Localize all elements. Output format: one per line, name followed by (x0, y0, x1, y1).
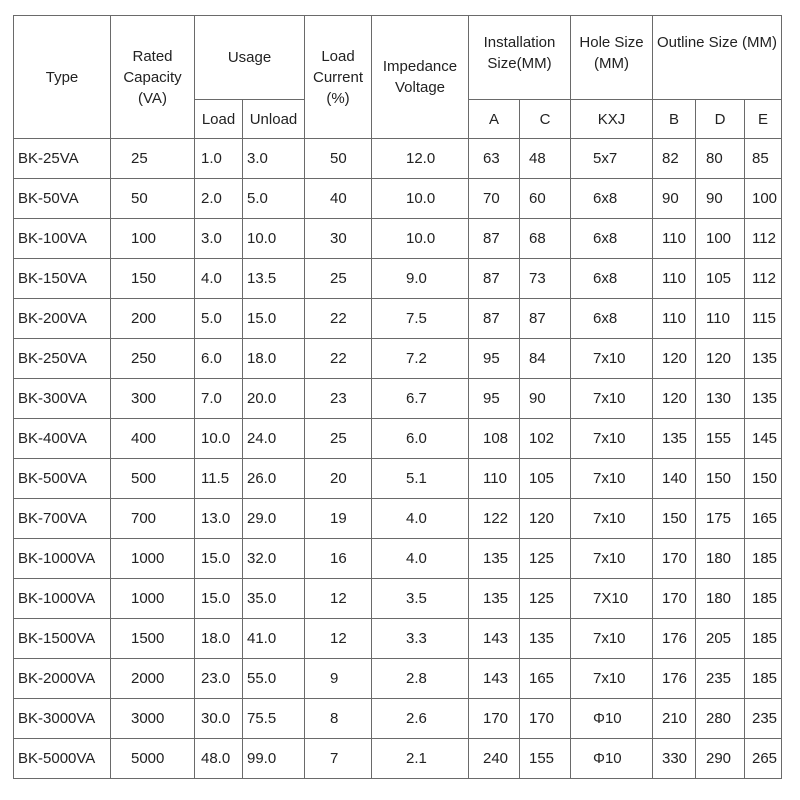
install-a-cell: 143 (469, 619, 520, 659)
outline-e-cell: 135 (745, 379, 782, 419)
outline-d-cell: 290 (696, 739, 745, 779)
header-impedance-voltage: Impedance Voltage (372, 16, 469, 139)
type-cell: BK-300VA (14, 379, 111, 419)
outline-e-cell: 150 (745, 459, 782, 499)
table-row (14, 139, 782, 179)
impedance-voltage-cell: 7.5 (372, 299, 469, 339)
table-row (14, 459, 782, 499)
table-row (14, 579, 782, 619)
header-type: Type (14, 16, 111, 139)
header-rated-capacity: Rated Capacity (VA) (111, 16, 195, 139)
table-row (14, 339, 782, 379)
install-a-cell: 87 (469, 219, 520, 259)
usage-load-cell: 23.0 (195, 659, 243, 699)
install-a-cell: 170 (469, 699, 520, 739)
install-c-cell: 125 (520, 579, 571, 619)
header-usage: Usage (195, 16, 305, 100)
install-a-cell: 95 (469, 339, 520, 379)
rated-capacity-cell: 5000 (111, 739, 195, 779)
rated-capacity-cell: 2000 (111, 659, 195, 699)
outline-d-cell: 235 (696, 659, 745, 699)
usage-unload-cell: 35.0 (243, 579, 305, 619)
outline-d-cell: 280 (696, 699, 745, 739)
header-outline-b: B (653, 100, 696, 139)
usage-load-cell: 30.0 (195, 699, 243, 739)
install-c-cell: 125 (520, 539, 571, 579)
usage-load-cell: 5.0 (195, 299, 243, 339)
outline-b-cell: 170 (653, 579, 696, 619)
usage-unload-cell: 15.0 (243, 299, 305, 339)
outline-e-cell: 112 (745, 259, 782, 299)
impedance-voltage-cell: 9.0 (372, 259, 469, 299)
outline-b-cell: 120 (653, 339, 696, 379)
rated-capacity-cell: 700 (111, 499, 195, 539)
header-hole-kxj: KXJ (571, 100, 653, 139)
load-current-cell: 30 (305, 219, 372, 259)
usage-unload-cell: 29.0 (243, 499, 305, 539)
load-current-cell: 40 (305, 179, 372, 219)
outline-d-cell: 175 (696, 499, 745, 539)
usage-load-cell: 2.0 (195, 179, 243, 219)
hole-size-cell: 6x8 (571, 259, 653, 299)
load-current-cell: 9 (305, 659, 372, 699)
outline-d-cell: 155 (696, 419, 745, 459)
outline-d-cell: 150 (696, 459, 745, 499)
usage-unload-cell: 32.0 (243, 539, 305, 579)
rated-capacity-cell: 1500 (111, 619, 195, 659)
install-c-cell: 73 (520, 259, 571, 299)
outline-e-cell: 135 (745, 339, 782, 379)
usage-unload-cell: 3.0 (243, 139, 305, 179)
table-row (14, 259, 782, 299)
install-a-cell: 108 (469, 419, 520, 459)
load-current-cell: 19 (305, 499, 372, 539)
hole-size-cell: Φ10 (571, 739, 653, 779)
header-install-a: A (469, 100, 520, 139)
outline-d-cell: 130 (696, 379, 745, 419)
impedance-voltage-cell: 10.0 (372, 219, 469, 259)
outline-e-cell: 115 (745, 299, 782, 339)
hole-size-cell: 7x10 (571, 379, 653, 419)
table-row (14, 499, 782, 539)
type-cell: BK-5000VA (14, 739, 111, 779)
outline-d-cell: 120 (696, 339, 745, 379)
header-usage-unload: Unload (243, 100, 305, 139)
outline-b-cell: 140 (653, 459, 696, 499)
rated-capacity-cell: 50 (111, 179, 195, 219)
hole-size-cell: 7x10 (571, 419, 653, 459)
outline-d-cell: 100 (696, 219, 745, 259)
outline-d-cell: 80 (696, 139, 745, 179)
impedance-voltage-cell: 6.0 (372, 419, 469, 459)
impedance-voltage-cell: 6.7 (372, 379, 469, 419)
type-cell: BK-100VA (14, 219, 111, 259)
table-row (14, 419, 782, 459)
outline-d-cell: 180 (696, 579, 745, 619)
outline-b-cell: 110 (653, 299, 696, 339)
outline-b-cell: 176 (653, 619, 696, 659)
outline-e-cell: 185 (745, 579, 782, 619)
usage-load-cell: 11.5 (195, 459, 243, 499)
header-outline-d: D (696, 100, 745, 139)
outline-b-cell: 120 (653, 379, 696, 419)
usage-load-cell: 10.0 (195, 419, 243, 459)
outline-e-cell: 185 (745, 659, 782, 699)
hole-size-cell: 6x8 (571, 219, 653, 259)
load-current-cell: 8 (305, 699, 372, 739)
install-c-cell: 84 (520, 339, 571, 379)
install-a-cell: 87 (469, 299, 520, 339)
impedance-voltage-cell: 2.8 (372, 659, 469, 699)
load-current-cell: 50 (305, 139, 372, 179)
load-current-cell: 23 (305, 379, 372, 419)
type-cell: BK-400VA (14, 419, 111, 459)
usage-unload-cell: 24.0 (243, 419, 305, 459)
type-cell: BK-700VA (14, 499, 111, 539)
rated-capacity-cell: 400 (111, 419, 195, 459)
type-cell: BK-1000VA (14, 539, 111, 579)
usage-load-cell: 4.0 (195, 259, 243, 299)
outline-b-cell: 210 (653, 699, 696, 739)
outline-b-cell: 135 (653, 419, 696, 459)
usage-unload-cell: 5.0 (243, 179, 305, 219)
install-c-cell: 120 (520, 499, 571, 539)
outline-b-cell: 170 (653, 539, 696, 579)
install-c-cell: 90 (520, 379, 571, 419)
usage-unload-cell: 99.0 (243, 739, 305, 779)
impedance-voltage-cell: 2.6 (372, 699, 469, 739)
table-row (14, 299, 782, 339)
header-load-current: Load Current (%) (305, 16, 372, 139)
usage-load-cell: 15.0 (195, 579, 243, 619)
load-current-cell: 16 (305, 539, 372, 579)
install-a-cell: 135 (469, 539, 520, 579)
hole-size-cell: 7x10 (571, 539, 653, 579)
type-cell: BK-50VA (14, 179, 111, 219)
rated-capacity-cell: 1000 (111, 579, 195, 619)
install-a-cell: 122 (469, 499, 520, 539)
usage-unload-cell: 26.0 (243, 459, 305, 499)
header-installation-size: Installation Size(MM) (469, 16, 571, 100)
header-outline-e: E (745, 100, 782, 139)
type-cell: BK-1500VA (14, 619, 111, 659)
header-hole-size: Hole Size (MM) (571, 16, 653, 100)
load-current-cell: 12 (305, 579, 372, 619)
usage-unload-cell: 10.0 (243, 219, 305, 259)
install-c-cell: 87 (520, 299, 571, 339)
table-row (14, 379, 782, 419)
type-cell: BK-3000VA (14, 699, 111, 739)
type-cell: BK-250VA (14, 339, 111, 379)
usage-unload-cell: 13.5 (243, 259, 305, 299)
rated-capacity-cell: 300 (111, 379, 195, 419)
hole-size-cell: 5x7 (571, 139, 653, 179)
impedance-voltage-cell: 4.0 (372, 539, 469, 579)
install-a-cell: 110 (469, 459, 520, 499)
usage-load-cell: 7.0 (195, 379, 243, 419)
impedance-voltage-cell: 7.2 (372, 339, 469, 379)
install-c-cell: 165 (520, 659, 571, 699)
outline-e-cell: 185 (745, 619, 782, 659)
outline-e-cell: 100 (745, 179, 782, 219)
outline-b-cell: 110 (653, 259, 696, 299)
install-c-cell: 170 (520, 699, 571, 739)
usage-unload-cell: 20.0 (243, 379, 305, 419)
usage-load-cell: 1.0 (195, 139, 243, 179)
install-c-cell: 60 (520, 179, 571, 219)
impedance-voltage-cell: 12.0 (372, 139, 469, 179)
rated-capacity-cell: 150 (111, 259, 195, 299)
rated-capacity-cell: 200 (111, 299, 195, 339)
impedance-voltage-cell: 4.0 (372, 499, 469, 539)
outline-b-cell: 330 (653, 739, 696, 779)
load-current-cell: 22 (305, 299, 372, 339)
impedance-voltage-cell: 3.3 (372, 619, 469, 659)
hole-size-cell: 6x8 (571, 179, 653, 219)
hole-size-cell: 7x10 (571, 619, 653, 659)
type-cell: BK-1000VA (14, 579, 111, 619)
load-current-cell: 22 (305, 339, 372, 379)
install-c-cell: 105 (520, 459, 571, 499)
outline-b-cell: 90 (653, 179, 696, 219)
rated-capacity-cell: 3000 (111, 699, 195, 739)
usage-load-cell: 3.0 (195, 219, 243, 259)
hole-size-cell: 7X10 (571, 579, 653, 619)
header-install-c: C (520, 100, 571, 139)
impedance-voltage-cell: 5.1 (372, 459, 469, 499)
usage-unload-cell: 75.5 (243, 699, 305, 739)
usage-load-cell: 15.0 (195, 539, 243, 579)
hole-size-cell: Φ10 (571, 699, 653, 739)
outline-e-cell: 165 (745, 499, 782, 539)
type-cell: BK-150VA (14, 259, 111, 299)
install-a-cell: 87 (469, 259, 520, 299)
rated-capacity-cell: 25 (111, 139, 195, 179)
rated-capacity-cell: 500 (111, 459, 195, 499)
install-c-cell: 68 (520, 219, 571, 259)
specification-table (13, 15, 782, 779)
outline-e-cell: 185 (745, 539, 782, 579)
load-current-cell: 20 (305, 459, 372, 499)
usage-load-cell: 18.0 (195, 619, 243, 659)
table-row (14, 659, 782, 699)
install-c-cell: 102 (520, 419, 571, 459)
header-outline-size: Outline Size (MM) (653, 16, 782, 100)
hole-size-cell: 7x10 (571, 459, 653, 499)
load-current-cell: 7 (305, 739, 372, 779)
usage-load-cell: 48.0 (195, 739, 243, 779)
hole-size-cell: 6x8 (571, 299, 653, 339)
type-cell: BK-2000VA (14, 659, 111, 699)
install-a-cell: 135 (469, 579, 520, 619)
outline-b-cell: 110 (653, 219, 696, 259)
outline-b-cell: 176 (653, 659, 696, 699)
outline-e-cell: 112 (745, 219, 782, 259)
install-a-cell: 95 (469, 379, 520, 419)
table-row (14, 539, 782, 579)
hole-size-cell: 7x10 (571, 339, 653, 379)
install-a-cell: 143 (469, 659, 520, 699)
rated-capacity-cell: 250 (111, 339, 195, 379)
table-row (14, 739, 782, 779)
hole-size-cell: 7x10 (571, 499, 653, 539)
rated-capacity-cell: 100 (111, 219, 195, 259)
impedance-voltage-cell: 10.0 (372, 179, 469, 219)
outline-d-cell: 90 (696, 179, 745, 219)
install-c-cell: 155 (520, 739, 571, 779)
hole-size-cell: 7x10 (571, 659, 653, 699)
table-row (14, 219, 782, 259)
table-row (14, 179, 782, 219)
usage-load-cell: 6.0 (195, 339, 243, 379)
outline-e-cell: 265 (745, 739, 782, 779)
outline-e-cell: 85 (745, 139, 782, 179)
table-row (14, 619, 782, 659)
outline-b-cell: 82 (653, 139, 696, 179)
outline-b-cell: 150 (653, 499, 696, 539)
install-a-cell: 70 (469, 179, 520, 219)
load-current-cell: 12 (305, 619, 372, 659)
usage-unload-cell: 41.0 (243, 619, 305, 659)
install-a-cell: 63 (469, 139, 520, 179)
impedance-voltage-cell: 3.5 (372, 579, 469, 619)
outline-d-cell: 105 (696, 259, 745, 299)
rated-capacity-cell: 1000 (111, 539, 195, 579)
outline-d-cell: 180 (696, 539, 745, 579)
install-a-cell: 240 (469, 739, 520, 779)
install-c-cell: 48 (520, 139, 571, 179)
install-c-cell: 135 (520, 619, 571, 659)
usage-load-cell: 13.0 (195, 499, 243, 539)
header-usage-load: Load (195, 100, 243, 139)
usage-unload-cell: 18.0 (243, 339, 305, 379)
outline-d-cell: 205 (696, 619, 745, 659)
outline-e-cell: 235 (745, 699, 782, 739)
type-cell: BK-500VA (14, 459, 111, 499)
outline-d-cell: 110 (696, 299, 745, 339)
usage-unload-cell: 55.0 (243, 659, 305, 699)
type-cell: BK-200VA (14, 299, 111, 339)
outline-e-cell: 145 (745, 419, 782, 459)
table-row (14, 699, 782, 739)
load-current-cell: 25 (305, 259, 372, 299)
type-cell: BK-25VA (14, 139, 111, 179)
load-current-cell: 25 (305, 419, 372, 459)
impedance-voltage-cell: 2.1 (372, 739, 469, 779)
table-body (14, 139, 782, 779)
